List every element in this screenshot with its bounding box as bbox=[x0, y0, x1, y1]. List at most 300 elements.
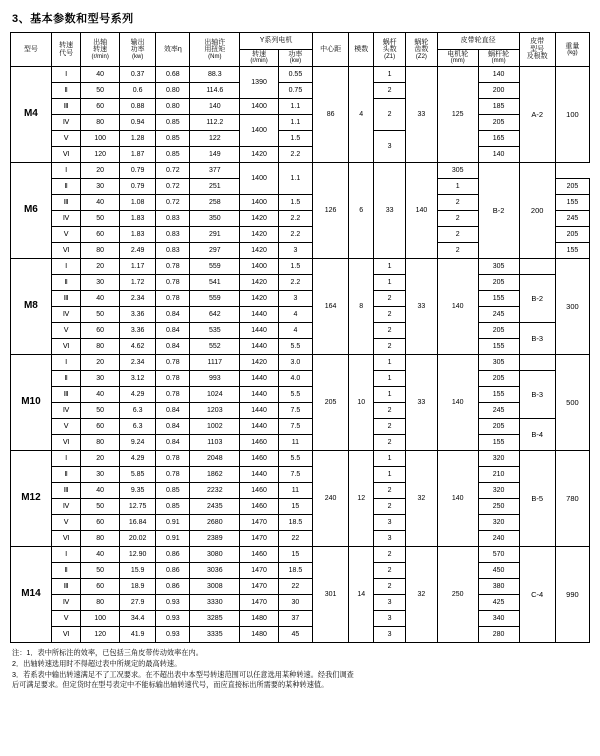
cell-pulley-worm: 305 bbox=[437, 163, 478, 179]
table-row bbox=[11, 483, 590, 499]
cell-output-speed: 120 bbox=[81, 147, 120, 163]
cell-output-power: 1.28 bbox=[119, 131, 155, 147]
cell-allowed-torque: 350 bbox=[190, 211, 240, 227]
cell-motor-speed: 1420 bbox=[240, 275, 279, 291]
cell-pulley-worm: 320 bbox=[478, 451, 519, 467]
cell-efficiency: 0.93 bbox=[156, 611, 190, 627]
cell-worm-heads: 3 bbox=[374, 531, 406, 547]
col-motor-group: Y系列电机 bbox=[240, 33, 313, 50]
cell-output-power: 4.29 bbox=[119, 451, 155, 467]
cell-motor-power: 2.2 bbox=[278, 147, 312, 163]
cell-output-power: 2.34 bbox=[119, 355, 155, 371]
cell-worm-teeth: 33 bbox=[374, 163, 406, 259]
cell-motor-speed: 1400 bbox=[240, 115, 279, 147]
cell-allowed-torque: 559 bbox=[190, 259, 240, 275]
cell-allowed-torque: 1117 bbox=[190, 355, 240, 371]
table-row bbox=[11, 595, 590, 611]
cell-allowed-torque: 2048 bbox=[190, 451, 240, 467]
cell-center-distance: 205 bbox=[312, 355, 348, 451]
cell-motor-speed: 1420 bbox=[240, 147, 279, 163]
cell-motor-power: 1.1 bbox=[278, 99, 312, 115]
cell-pulley-worm: 155 bbox=[478, 291, 519, 307]
cell-belt-model: B-2 bbox=[519, 275, 555, 323]
cell-center-distance: 301 bbox=[312, 547, 348, 643]
cell-motor-power: 3 bbox=[278, 243, 312, 259]
cell-output-power: 27.9 bbox=[119, 595, 155, 611]
cell-belt-model: A-2 bbox=[519, 67, 555, 163]
cell-modulus: 14 bbox=[349, 547, 374, 643]
cell-motor-power: 5.5 bbox=[278, 339, 312, 355]
cell-efficiency: 0.78 bbox=[156, 467, 190, 483]
cell-speed-code: Ⅳ bbox=[51, 403, 81, 419]
cell-motor-power: 22 bbox=[278, 531, 312, 547]
cell-motor-power: 3.0 bbox=[278, 355, 312, 371]
cell-output-power: 2.34 bbox=[119, 291, 155, 307]
cell-worm-heads: 2 bbox=[437, 227, 478, 243]
cell-weight: 990 bbox=[555, 547, 589, 643]
cell-motor-speed: 1440 bbox=[240, 339, 279, 355]
cell-efficiency: 0.85 bbox=[156, 115, 190, 131]
cell-allowed-torque: 112.2 bbox=[190, 115, 240, 131]
cell-motor-power: 4 bbox=[278, 323, 312, 339]
cell-motor-speed: 1400 bbox=[240, 259, 279, 275]
cell-speed-code: Ⅴ bbox=[51, 323, 81, 339]
cell-worm-heads: 1 bbox=[374, 451, 406, 467]
cell-worm-teeth: 33 bbox=[406, 355, 438, 451]
cell-output-speed: 50 bbox=[81, 83, 120, 99]
cell-output-speed: 100 bbox=[81, 611, 120, 627]
cell-efficiency: 0.78 bbox=[156, 371, 190, 387]
cell-worm-heads: 2 bbox=[437, 243, 478, 259]
cell-pulley-worm: 320 bbox=[478, 515, 519, 531]
col-worm-teeth: 蜗轮 齿数 (Z2) bbox=[406, 33, 438, 67]
cell-motor-speed: 1460 bbox=[240, 451, 279, 467]
cell-output-speed: 20 bbox=[81, 355, 120, 371]
col-model: 型号 bbox=[11, 33, 52, 67]
cell-speed-code: Ⅳ bbox=[51, 499, 81, 515]
cell-speed-code: Ⅰ bbox=[51, 163, 81, 179]
cell-motor-power: 2.2 bbox=[278, 275, 312, 291]
cell-pulley-worm: 305 bbox=[478, 259, 519, 275]
cell-motor-speed: 1420 bbox=[240, 355, 279, 371]
cell-motor-speed: 1480 bbox=[240, 611, 279, 627]
cell-worm-heads: 1 bbox=[374, 467, 406, 483]
table-row bbox=[11, 275, 590, 291]
cell-worm-heads: 2 bbox=[374, 483, 406, 499]
notes-section bbox=[10, 648, 590, 691]
cell-output-power: 9.35 bbox=[119, 483, 155, 499]
cell-pulley-motor: 140 bbox=[437, 355, 478, 451]
cell-motor-power: 1.1 bbox=[278, 163, 312, 195]
cell-pulley-worm: 205 bbox=[478, 371, 519, 387]
col-pulley-worm: 蜗杆轮 (mm) bbox=[478, 50, 519, 67]
cell-pulley-motor: 250 bbox=[437, 547, 478, 643]
cell-efficiency: 0.84 bbox=[156, 307, 190, 323]
cell-motor-speed: 1400 bbox=[240, 163, 279, 195]
cell-efficiency: 0.91 bbox=[156, 531, 190, 547]
cell-speed-code: Ⅲ bbox=[51, 99, 81, 115]
cell-weight: 500 bbox=[555, 355, 589, 451]
cell-pulley-worm: 205 bbox=[555, 179, 589, 195]
cell-pulley-worm: 320 bbox=[478, 483, 519, 499]
cell-speed-code: Ⅵ bbox=[51, 339, 81, 355]
cell-output-power: 0.37 bbox=[119, 67, 155, 83]
cell-motor-speed: 1400 bbox=[240, 99, 279, 115]
cell-pulley-worm: 245 bbox=[478, 307, 519, 323]
cell-motor-speed: 1440 bbox=[240, 307, 279, 323]
cell-output-speed: 80 bbox=[81, 595, 120, 611]
cell-allowed-torque: 552 bbox=[190, 339, 240, 355]
table-row bbox=[11, 563, 590, 579]
cell-pulley-worm: 155 bbox=[478, 339, 519, 355]
cell-motor-power: 1.5 bbox=[278, 131, 312, 147]
cell-pulley-worm: 155 bbox=[555, 195, 589, 211]
cell-worm-heads: 2 bbox=[374, 563, 406, 579]
cell-output-speed: 80 bbox=[81, 339, 120, 355]
cell-output-speed: 80 bbox=[81, 531, 120, 547]
cell-output-speed: 50 bbox=[81, 403, 120, 419]
cell-model: M4 bbox=[11, 67, 52, 163]
cell-worm-heads: 2 bbox=[374, 579, 406, 595]
cell-speed-code: Ⅱ bbox=[51, 467, 81, 483]
table-row bbox=[11, 83, 590, 99]
table-row bbox=[11, 419, 590, 435]
cell-output-power: 0.94 bbox=[119, 115, 155, 131]
cell-output-speed: 30 bbox=[81, 371, 120, 387]
cell-motor-power: 37 bbox=[278, 611, 312, 627]
col-modulus: 模数 bbox=[349, 33, 374, 67]
cell-worm-heads: 2 bbox=[374, 339, 406, 355]
cell-motor-power: 2.2 bbox=[278, 227, 312, 243]
col-speed-code: 转速 代号 bbox=[51, 33, 81, 67]
cell-allowed-torque: 258 bbox=[190, 195, 240, 211]
cell-pulley-worm: 425 bbox=[478, 595, 519, 611]
cell-speed-code: Ⅰ bbox=[51, 451, 81, 467]
cell-efficiency: 0.85 bbox=[156, 483, 190, 499]
cell-output-power: 3.36 bbox=[119, 307, 155, 323]
cell-output-power: 9.24 bbox=[119, 435, 155, 451]
cell-allowed-torque: 377 bbox=[190, 163, 240, 179]
cell-belt-model: B-3 bbox=[519, 371, 555, 419]
cell-pulley-worm: 305 bbox=[478, 355, 519, 371]
cell-output-power: 1.83 bbox=[119, 227, 155, 243]
cell-motor-power: 45 bbox=[278, 627, 312, 643]
cell-motor-speed: 1470 bbox=[240, 579, 279, 595]
cell-speed-code: Ⅰ bbox=[51, 355, 81, 371]
cell-motor-power: 0.55 bbox=[278, 67, 312, 83]
cell-efficiency: 0.78 bbox=[156, 259, 190, 275]
cell-pulley-worm: 245 bbox=[478, 403, 519, 419]
cell-efficiency: 0.85 bbox=[156, 147, 190, 163]
cell-model: M14 bbox=[11, 547, 52, 643]
cell-output-power: 20.02 bbox=[119, 531, 155, 547]
cell-allowed-torque: 2389 bbox=[190, 531, 240, 547]
cell-output-power: 5.85 bbox=[119, 467, 155, 483]
cell-motor-speed: 1420 bbox=[240, 291, 279, 307]
cell-output-speed: 100 bbox=[81, 131, 120, 147]
cell-allowed-torque: 251 bbox=[190, 179, 240, 195]
cell-allowed-torque: 140 bbox=[190, 99, 240, 115]
cell-worm-heads: 3 bbox=[374, 131, 406, 163]
cell-output-speed: 80 bbox=[81, 115, 120, 131]
cell-pulley-worm: 205 bbox=[478, 323, 519, 339]
table-row bbox=[11, 339, 590, 355]
cell-speed-code: Ⅵ bbox=[51, 243, 81, 259]
cell-weight: 200 bbox=[519, 163, 555, 259]
cell-output-power: 12.90 bbox=[119, 547, 155, 563]
cell-pulley-worm: 140 bbox=[478, 147, 519, 163]
cell-allowed-torque: 297 bbox=[190, 243, 240, 259]
cell-efficiency: 0.83 bbox=[156, 211, 190, 227]
cell-efficiency: 0.72 bbox=[156, 163, 190, 179]
cell-efficiency: 0.68 bbox=[156, 67, 190, 83]
cell-speed-code: Ⅱ bbox=[51, 179, 81, 195]
table-row bbox=[11, 323, 590, 339]
cell-model: M8 bbox=[11, 259, 52, 355]
cell-output-power: 1.17 bbox=[119, 259, 155, 275]
cell-motor-speed: 1440 bbox=[240, 387, 279, 403]
cell-allowed-torque: 559 bbox=[190, 291, 240, 307]
cell-pulley-worm: 280 bbox=[478, 627, 519, 643]
cell-motor-speed: 1440 bbox=[240, 467, 279, 483]
cell-pulley-worm: 165 bbox=[478, 131, 519, 147]
col-allowed-torque: 出轴许 用扭矩 (Nm) bbox=[190, 33, 240, 67]
cell-modulus: 10 bbox=[349, 355, 374, 451]
cell-worm-teeth: 32 bbox=[406, 547, 438, 643]
table-row bbox=[11, 499, 590, 515]
cell-worm-heads: 2 bbox=[374, 435, 406, 451]
cell-speed-code: Ⅵ bbox=[51, 627, 81, 643]
cell-pulley-worm: 155 bbox=[478, 435, 519, 451]
cell-pulley-motor: 125 bbox=[437, 67, 478, 163]
cell-efficiency: 0.84 bbox=[156, 435, 190, 451]
cell-worm-heads: 2 bbox=[374, 307, 406, 323]
cell-worm-heads: 1 bbox=[374, 355, 406, 371]
cell-speed-code: Ⅲ bbox=[51, 483, 81, 499]
cell-motor-power: 2.2 bbox=[278, 211, 312, 227]
cell-pulley-worm: 570 bbox=[478, 547, 519, 563]
table-row bbox=[11, 147, 590, 163]
cell-speed-code: Ⅰ bbox=[51, 259, 81, 275]
cell-speed-code: Ⅳ bbox=[51, 211, 81, 227]
cell-output-power: 41.9 bbox=[119, 627, 155, 643]
cell-motor-power: 0.75 bbox=[278, 83, 312, 99]
cell-model: M10 bbox=[11, 355, 52, 451]
col-belt-model: 皮带 型号 及根数 bbox=[519, 33, 555, 67]
cell-efficiency: 0.80 bbox=[156, 99, 190, 115]
cell-output-power: 1.83 bbox=[119, 211, 155, 227]
cell-output-speed: 60 bbox=[81, 579, 120, 595]
cell-output-power: 0.88 bbox=[119, 99, 155, 115]
cell-efficiency: 0.78 bbox=[156, 275, 190, 291]
note-4: 后可满足要求。但定货时在型号表定中不能标输出轴转速代号，而应直接标出所需要的某种转速值。 bbox=[12, 680, 329, 690]
cell-output-power: 15.9 bbox=[119, 563, 155, 579]
cell-allowed-torque: 535 bbox=[190, 323, 240, 339]
table-row bbox=[11, 291, 590, 307]
cell-allowed-torque: 122 bbox=[190, 131, 240, 147]
cell-pulley-worm: 205 bbox=[478, 275, 519, 291]
cell-output-power: 4.29 bbox=[119, 387, 155, 403]
cell-output-speed: 50 bbox=[81, 499, 120, 515]
cell-output-speed: 40 bbox=[81, 67, 120, 83]
col-output-power: 输出 功率 (kw) bbox=[119, 33, 155, 67]
cell-motor-speed: 1480 bbox=[240, 627, 279, 643]
cell-speed-code: Ⅰ bbox=[51, 547, 81, 563]
cell-allowed-torque: 2435 bbox=[190, 499, 240, 515]
cell-motor-speed: 1460 bbox=[240, 483, 279, 499]
cell-pulley-motor: 140 bbox=[437, 451, 478, 547]
cell-output-power: 0.79 bbox=[119, 179, 155, 195]
cell-motor-power: 11 bbox=[278, 483, 312, 499]
cell-allowed-torque: 1002 bbox=[190, 419, 240, 435]
cell-motor-speed: 1470 bbox=[240, 563, 279, 579]
cell-motor-power: 7.5 bbox=[278, 419, 312, 435]
cell-belt-model: B-2 bbox=[478, 163, 519, 259]
col-center-distance: 中心距 bbox=[312, 33, 348, 67]
cell-speed-code: Ⅱ bbox=[51, 83, 81, 99]
cell-output-speed: 40 bbox=[81, 547, 120, 563]
cell-worm-heads: 1 bbox=[374, 371, 406, 387]
cell-efficiency: 0.78 bbox=[156, 291, 190, 307]
cell-allowed-torque: 291 bbox=[190, 227, 240, 243]
cell-motor-power: 7.5 bbox=[278, 403, 312, 419]
cell-efficiency: 0.91 bbox=[156, 515, 190, 531]
cell-motor-speed: 1440 bbox=[240, 371, 279, 387]
cell-speed-code: Ⅴ bbox=[51, 419, 81, 435]
cell-allowed-torque: 642 bbox=[190, 307, 240, 323]
cell-motor-speed: 1470 bbox=[240, 531, 279, 547]
cell-speed-code: Ⅴ bbox=[51, 515, 81, 531]
cell-output-speed: 50 bbox=[81, 307, 120, 323]
cell-output-speed: 30 bbox=[81, 467, 120, 483]
cell-efficiency: 0.72 bbox=[156, 195, 190, 211]
cell-speed-code: Ⅲ bbox=[51, 579, 81, 595]
cell-belt-model: B-4 bbox=[519, 419, 555, 451]
cell-speed-code: Ⅱ bbox=[51, 371, 81, 387]
cell-speed-code: Ⅳ bbox=[51, 115, 81, 131]
cell-allowed-torque: 3036 bbox=[190, 563, 240, 579]
cell-worm-teeth: 33 bbox=[406, 67, 438, 163]
cell-worm-heads: 1 bbox=[437, 179, 478, 195]
col-pulley-motor: 电机轮 (mm) bbox=[437, 50, 478, 67]
cell-pulley-worm: 200 bbox=[478, 83, 519, 99]
cell-motor-speed: 1440 bbox=[240, 419, 279, 435]
cell-efficiency: 0.86 bbox=[156, 579, 190, 595]
cell-motor-speed: 1460 bbox=[240, 547, 279, 563]
cell-worm-heads: 2 bbox=[374, 499, 406, 515]
cell-belt-model: B-3 bbox=[519, 323, 555, 355]
cell-output-speed: 40 bbox=[81, 195, 120, 211]
col-efficiency: 效率η bbox=[156, 33, 190, 67]
cell-output-speed: 30 bbox=[81, 275, 120, 291]
cell-worm-heads: 1 bbox=[374, 275, 406, 291]
cell-modulus: 8 bbox=[349, 259, 374, 355]
cell-motor-power: 5.5 bbox=[278, 387, 312, 403]
cell-motor-speed: 1440 bbox=[240, 403, 279, 419]
cell-output-speed: 60 bbox=[81, 323, 120, 339]
cell-motor-power: 1.5 bbox=[278, 259, 312, 275]
cell-motor-speed: 1470 bbox=[240, 515, 279, 531]
cell-pulley-worm: 205 bbox=[555, 227, 589, 243]
note-2: 2．出轴转速选用时不得超过表中所规定的最高转速。 bbox=[12, 658, 182, 668]
cell-output-power: 4.62 bbox=[119, 339, 155, 355]
cell-pulley-worm: 185 bbox=[478, 99, 519, 115]
cell-speed-code: Ⅴ bbox=[51, 611, 81, 627]
cell-speed-code: Ⅴ bbox=[51, 131, 81, 147]
cell-speed-code: Ⅵ bbox=[51, 435, 81, 451]
cell-motor-speed: 1460 bbox=[240, 499, 279, 515]
cell-speed-code: Ⅴ bbox=[51, 227, 81, 243]
col-pulley-group: 皮带轮直径 bbox=[437, 33, 519, 50]
cell-motor-speed: 1420 bbox=[240, 227, 279, 243]
cell-output-speed: 40 bbox=[81, 483, 120, 499]
cell-output-speed: 30 bbox=[81, 179, 120, 195]
cell-worm-heads: 2 bbox=[374, 83, 406, 99]
cell-efficiency: 0.80 bbox=[156, 83, 190, 99]
cell-output-speed: 20 bbox=[81, 163, 120, 179]
cell-allowed-torque: 88.3 bbox=[190, 67, 240, 83]
cell-pulley-worm: 380 bbox=[478, 579, 519, 595]
cell-output-speed: 80 bbox=[81, 243, 120, 259]
cell-efficiency: 0.78 bbox=[156, 387, 190, 403]
cell-pulley-worm: 210 bbox=[478, 467, 519, 483]
cell-motor-power: 5.5 bbox=[278, 451, 312, 467]
table-row bbox=[11, 115, 590, 131]
cell-output-power: 3.36 bbox=[119, 323, 155, 339]
table-row bbox=[11, 627, 590, 643]
cell-speed-code: Ⅳ bbox=[51, 307, 81, 323]
cell-motor-power: 15 bbox=[278, 499, 312, 515]
cell-motor-power: 18.5 bbox=[278, 515, 312, 531]
cell-output-speed: 60 bbox=[81, 227, 120, 243]
cell-worm-heads: 1 bbox=[374, 387, 406, 403]
cell-output-power: 2.49 bbox=[119, 243, 155, 259]
cell-output-power: 16.84 bbox=[119, 515, 155, 531]
note-3: 3．若系表中输出转速满足不了工况要求。在不超出表中本型号转速范围可以任意选用某种转速。经我们调查 bbox=[12, 669, 354, 679]
note-1: 注：1．表中所标注的效率，已包括三角皮带传动效率在内。 bbox=[12, 648, 203, 657]
cell-efficiency: 0.85 bbox=[156, 131, 190, 147]
table-row bbox=[11, 387, 590, 403]
table-row bbox=[11, 451, 590, 467]
cell-output-power: 0.6 bbox=[119, 83, 155, 99]
cell-allowed-torque: 3008 bbox=[190, 579, 240, 595]
cell-pulley-worm: 240 bbox=[478, 531, 519, 547]
cell-output-speed: 80 bbox=[81, 435, 120, 451]
cell-efficiency: 0.84 bbox=[156, 403, 190, 419]
table-row bbox=[11, 259, 590, 275]
cell-worm-heads: 2 bbox=[374, 99, 406, 131]
cell-motor-power: 22 bbox=[278, 579, 312, 595]
cell-allowed-torque: 1024 bbox=[190, 387, 240, 403]
table-row bbox=[11, 307, 590, 323]
cell-output-speed: 50 bbox=[81, 563, 120, 579]
cell-pulley-motor: 140 bbox=[406, 163, 438, 259]
cell-pulley-worm: 205 bbox=[478, 419, 519, 435]
cell-allowed-torque: 3080 bbox=[190, 547, 240, 563]
cell-efficiency: 0.86 bbox=[156, 563, 190, 579]
cell-allowed-torque: 114.6 bbox=[190, 83, 240, 99]
cell-speed-code: Ⅱ bbox=[51, 275, 81, 291]
cell-output-power: 6.3 bbox=[119, 403, 155, 419]
cell-worm-heads: 2 bbox=[374, 403, 406, 419]
cell-weight: 300 bbox=[555, 259, 589, 355]
cell-worm-heads: 1 bbox=[374, 67, 406, 83]
cell-efficiency: 0.93 bbox=[156, 595, 190, 611]
cell-allowed-torque: 3335 bbox=[190, 627, 240, 643]
cell-allowed-torque: 3285 bbox=[190, 611, 240, 627]
cell-output-power: 0.79 bbox=[119, 163, 155, 179]
cell-output-power: 34.4 bbox=[119, 611, 155, 627]
